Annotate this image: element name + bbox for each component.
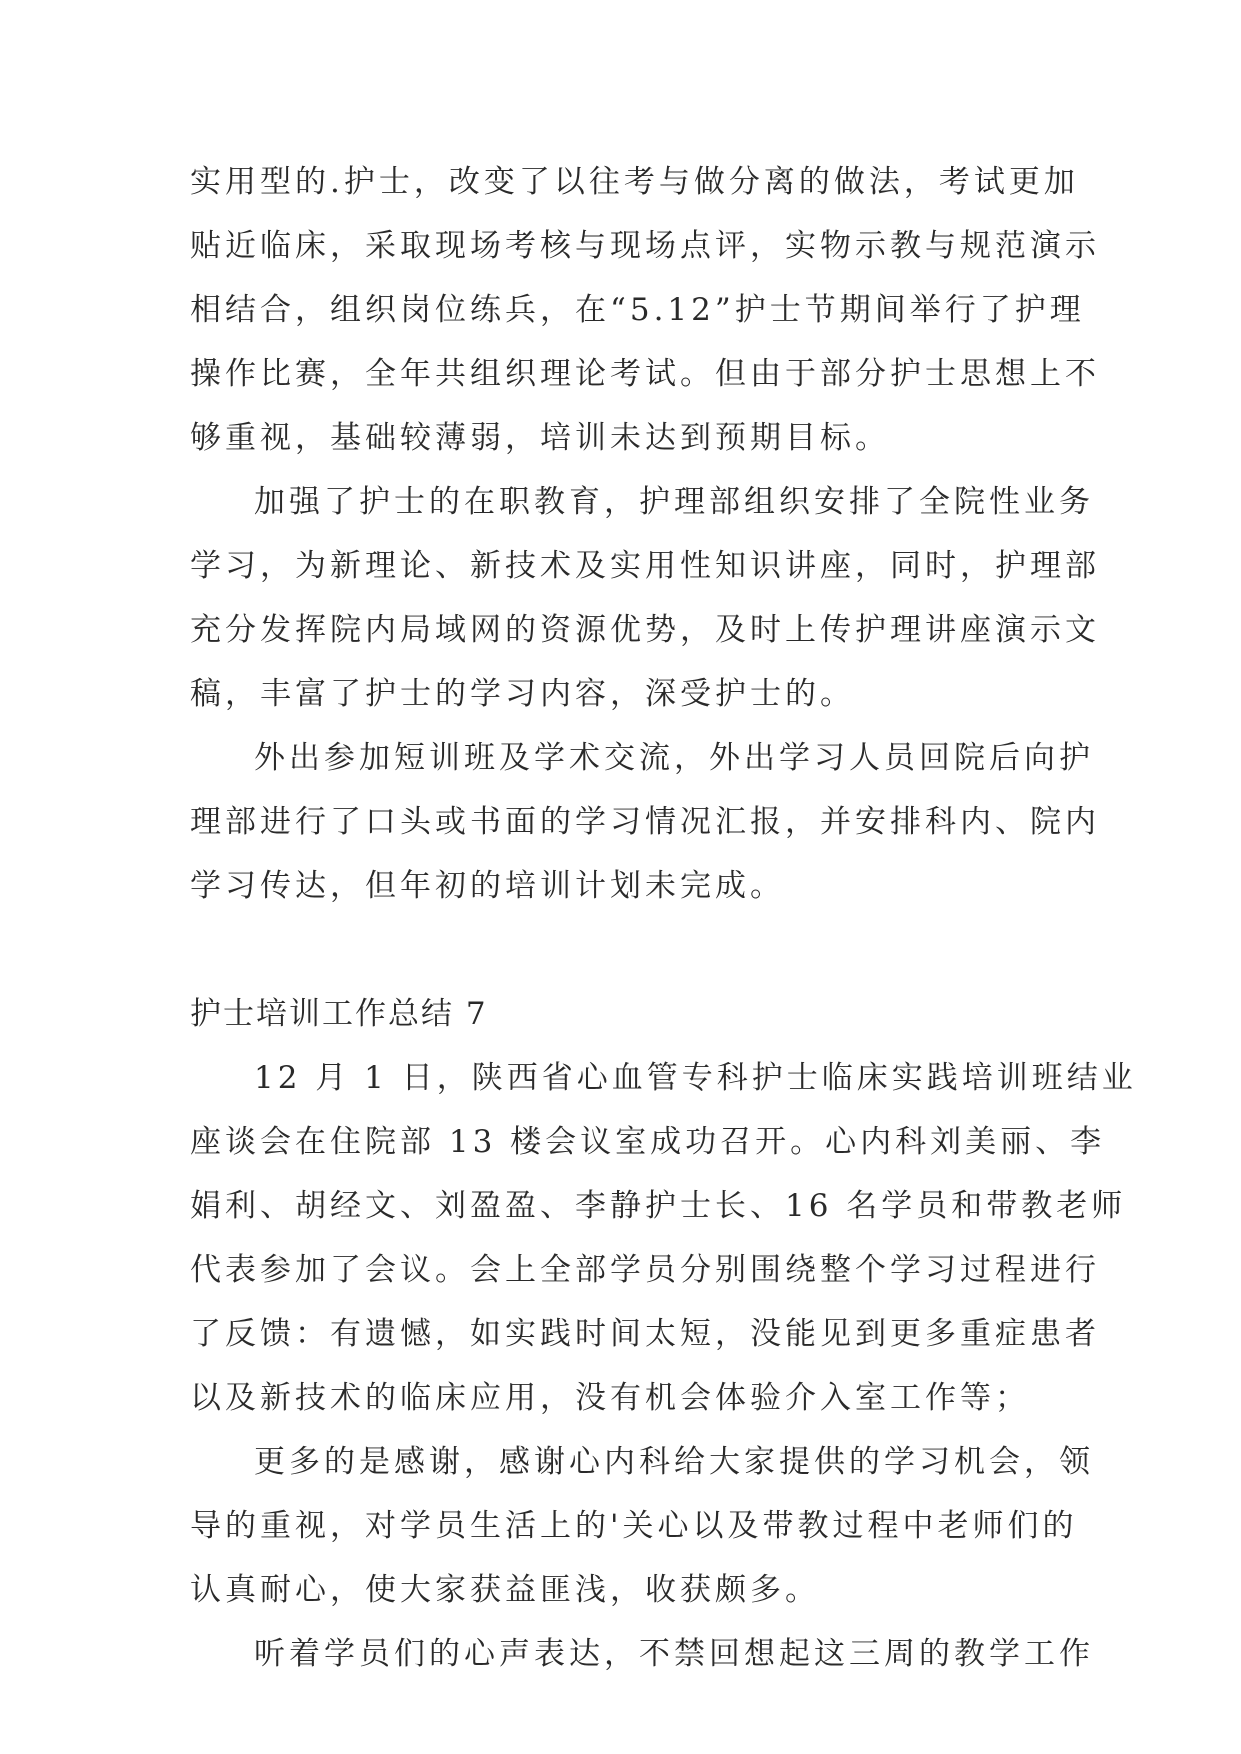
paragraph [190,1046,1137,1430]
section-heading: 护士培训工作总结 7 [190,996,488,1032]
text-line: 了反馈：有遗憾，如实践时间太短，没能见到更多重症患者 [190,1316,1100,1352]
text-line: 实用型的.护士，改变了以往考与做分离的做法，考试更加 [190,164,1079,200]
text-line: 操作比赛，全年共组织理论考试。但由于部分护士思想上不 [190,356,1100,392]
text-line: 以及新技术的临床应用，没有机会体验介入室工作等； [190,1380,1030,1416]
text-line: 外出参加短训班及学术交流，外出学习人员回院后向护 [254,740,1094,776]
paragraph [190,1430,1094,1622]
text-line: 座谈会在住院部 13 楼会议室成功召开。心内科刘美丽、李 [190,1124,1106,1160]
text-line: 贴近临床，采取现场考核与现场点评，实物示教与规范演示 [190,228,1100,264]
paragraph [190,1622,1094,1686]
text-line: 娟利、胡经文、刘盈盈、李静护士长、16 名学员和带教老师 [190,1188,1127,1224]
text-line: 12 月 1 日，陕西省心血管专科护士临床实践培训班结业 [254,1060,1137,1096]
text-line: 更多的是感谢，感谢心内科给大家提供的学习机会，领 [254,1444,1094,1480]
text-line: 充分发挥院内局域网的资源优势，及时上传护理讲座演示文 [190,612,1100,648]
text-line: 认真耐心，使大家获益匪浅，收获颇多。 [190,1572,820,1608]
text-line: 听着学员们的心声表达，不禁回想起这三周的教学工作 [254,1636,1094,1672]
text-line: 理部进行了口头或书面的学习情况汇报，并安排科内、院内 [190,804,1100,840]
paragraph [190,150,1100,470]
paragraph [190,726,1100,918]
text-line: 稿，丰富了护士的学习内容，深受护士的。 [190,676,855,712]
paragraph [190,470,1100,726]
text-line: 相结合，组织岗位练兵，在“5.12”护士节期间举行了护理 [190,292,1085,328]
text-line: 代表参加了会议。会上全部学员分别围绕整个学习过程进行 [190,1252,1100,1288]
text-line: 学习传达，但年初的培训计划未完成。 [190,868,785,904]
text-line: 够重视，基础较薄弱，培训未达到预期目标。 [190,420,890,456]
text-line: 学习，为新理论、新技术及实用性知识讲座，同时，护理部 [190,548,1100,584]
section-gap [190,918,1060,982]
document-body [190,150,1137,1686]
text-line: 导的重视，对学员生活上的'关心以及带教过程中老师们的 [190,1508,1078,1544]
text-line: 加强了护士的在职教育，护理部组织安排了全院性业务 [254,484,1094,520]
